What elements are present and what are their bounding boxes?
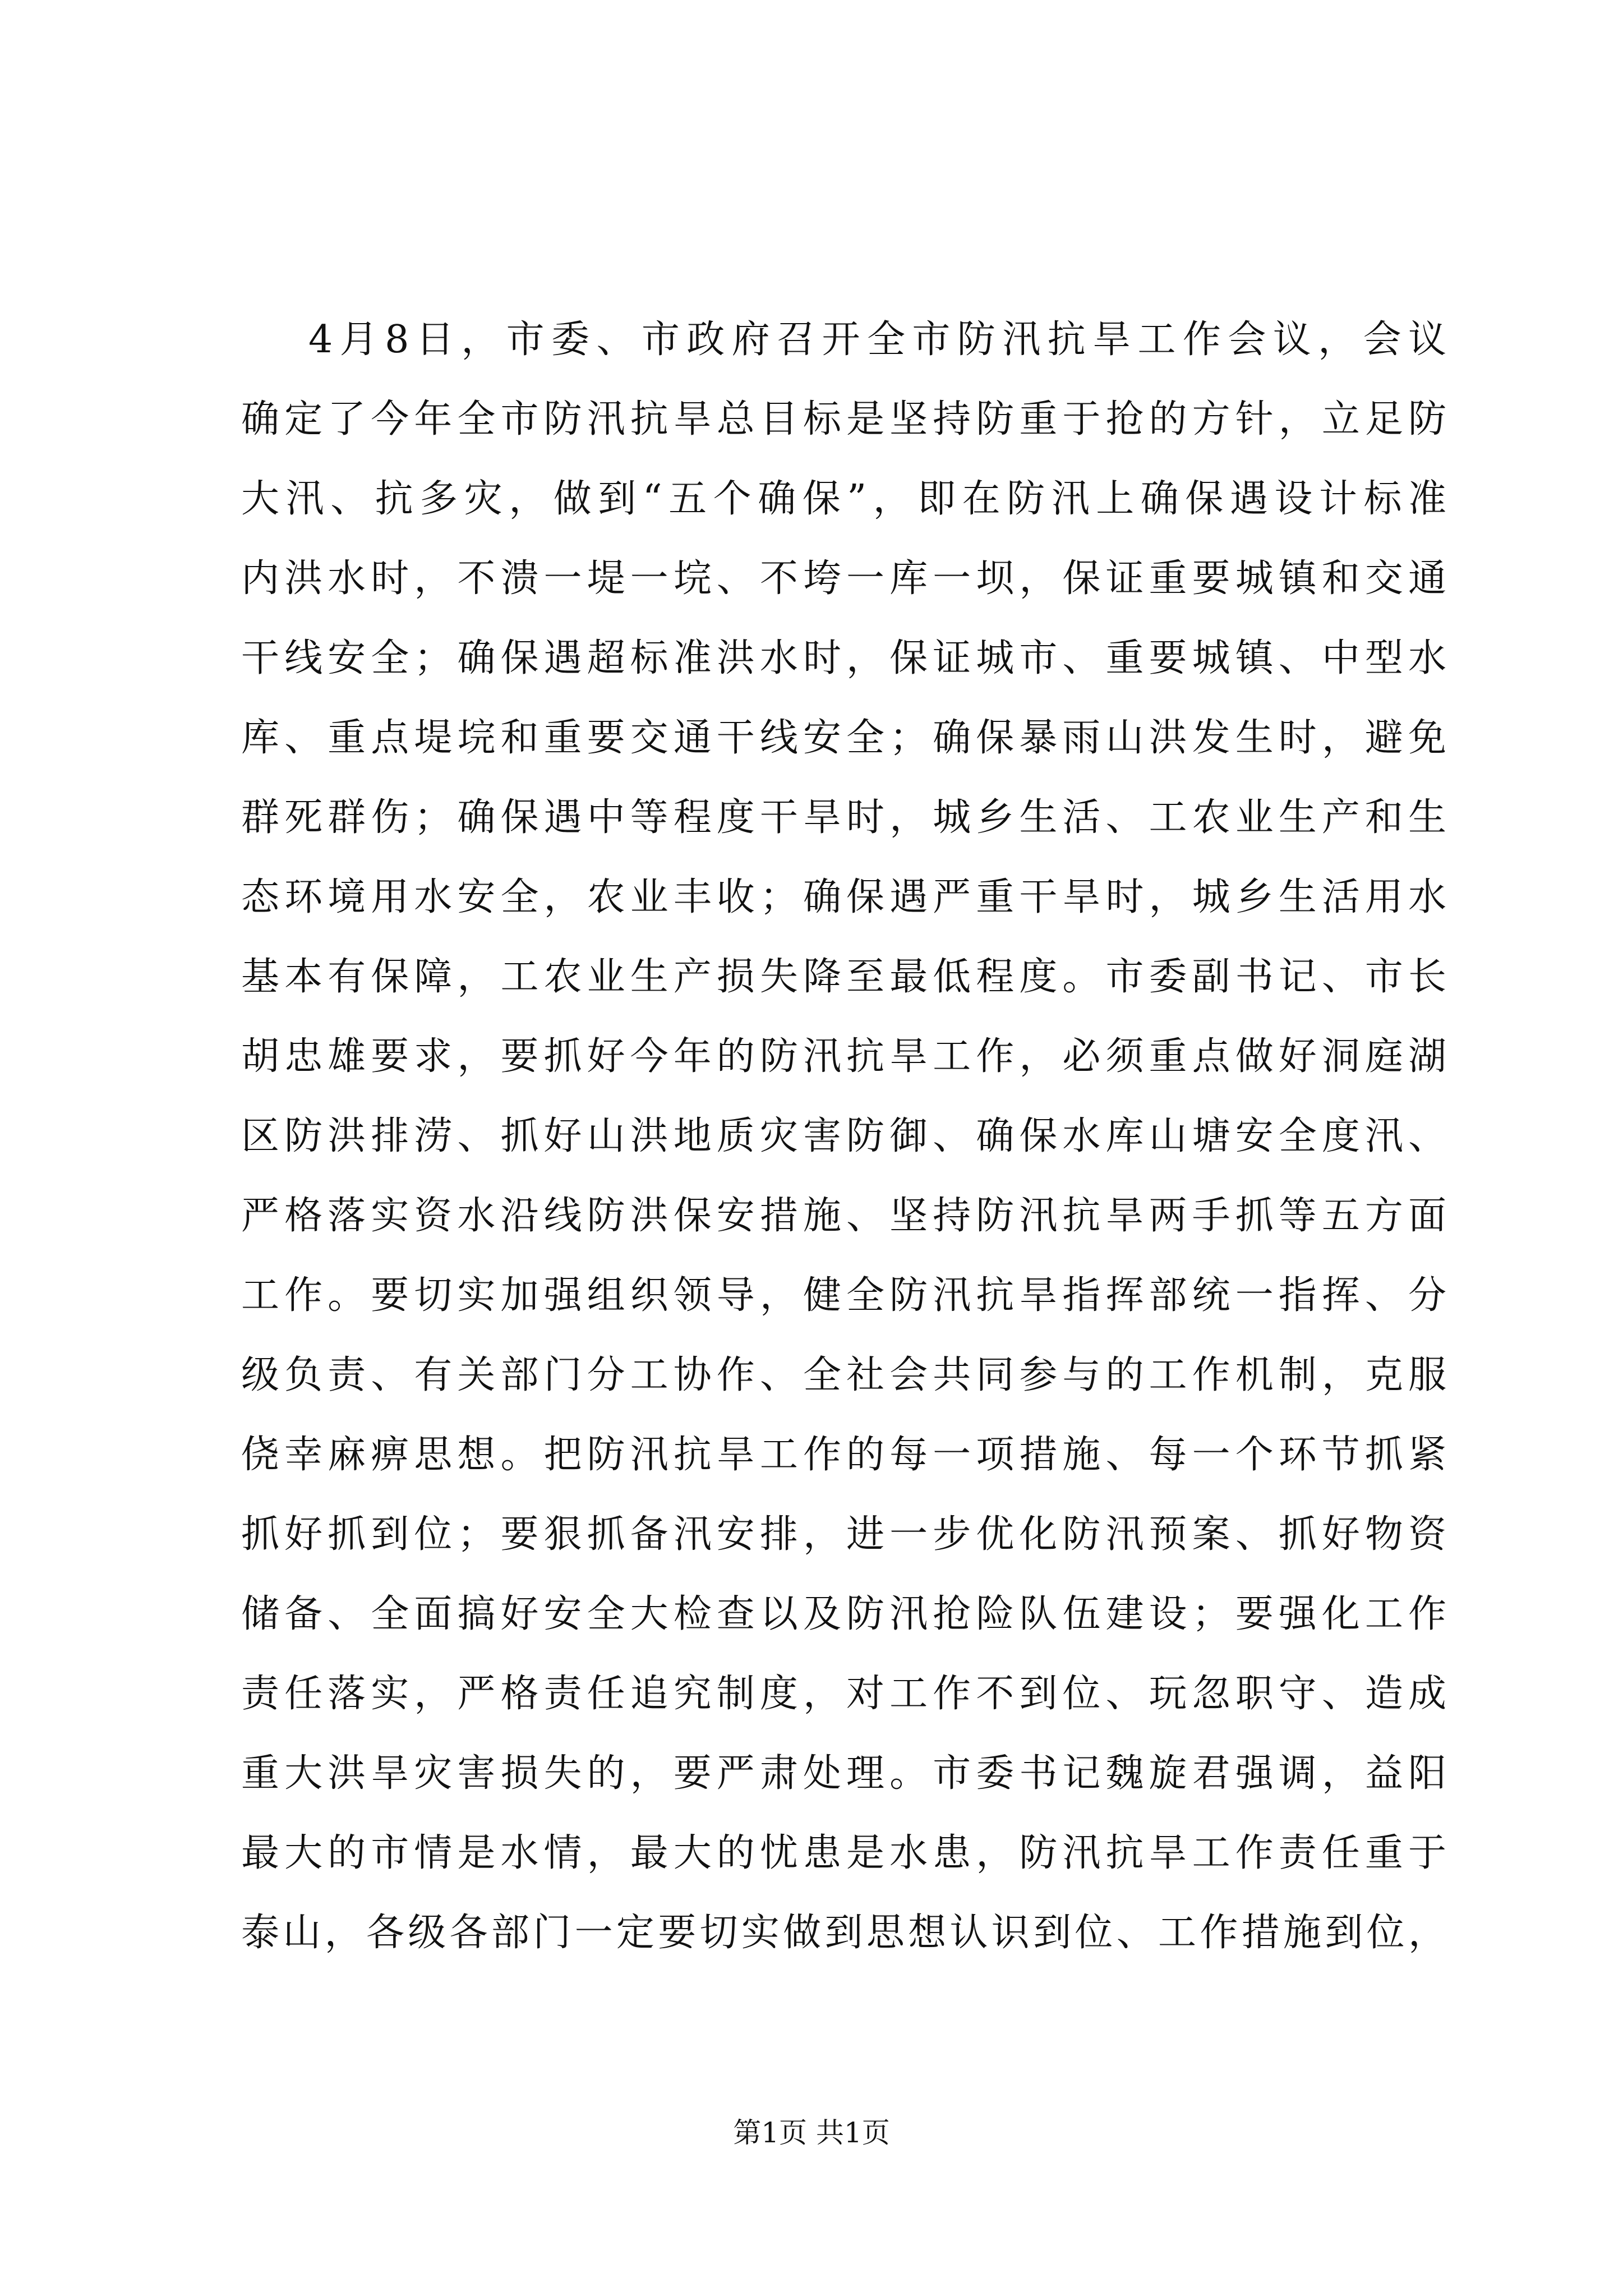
paragraph-line-19: 重大洪旱灾害损失的，要严肃处理。市委书记魏旋君强调，益阳	[241, 1751, 1447, 1796]
page-footer	[0, 2116, 1623, 2150]
paragraph-line-2: 确定了今年全市防汛抗旱总目标是坚持防重于抢的方针，立足防	[241, 397, 1447, 441]
paragraph-line-18: 责任落实，严格责任追究制度，对工作不到位、玩忽职守、造成	[241, 1672, 1447, 1716]
paragraph-line-15: 侥幸麻痹思想。把防汛抗旱工作的每一项措施、每一个环节抓紧	[241, 1433, 1447, 1477]
paragraph-line-8: 态环境用水安全，农业丰收；确保遇严重干旱时，城乡生活用水	[241, 875, 1447, 919]
page-number: 第1页 共1页	[733, 2116, 890, 2149]
paragraph-line-14: 级负责、有关部门分工协作、全社会共同参与的工作机制，克服	[241, 1353, 1447, 1397]
document-body	[241, 300, 1447, 1973]
paragraph-line-12: 严格落实资水沿线防洪保安措施、坚持防汛抗旱两手抓等五方面	[241, 1194, 1447, 1238]
paragraph-line-11: 区防洪排涝、抓好山洪地质灾害防御、确保水库山塘安全度汛、	[241, 1114, 1447, 1158]
paragraph-line-6: 库、重点堤垸和重要交通干线安全；确保暴雨山洪发生时，避免	[241, 716, 1447, 760]
paragraph-line-9: 基本有保障，工农业生产损失降至最低程度。市委副书记、市长	[241, 955, 1447, 999]
paragraph-line-10: 胡忠雄要求，要抓好今年的防汛抗旱工作，必须重点做好洞庭湖	[241, 1034, 1447, 1079]
paragraph-line-16: 抓好抓到位；要狠抓备汛安排，进一步优化防汛预案、抓好物资	[241, 1512, 1447, 1557]
paragraph-line-3: 大汛、抗多灾，做到“五个确保”，即在防汛上确保遇设计标准	[241, 477, 1447, 521]
paragraph-line-4: 内洪水时，不溃一堤一垸、不垮一库一坝，保证重要城镇和交通	[241, 556, 1447, 601]
paragraph-line-5: 干线安全；确保遇超标准洪水时，保证城市、重要城镇、中型水	[241, 636, 1447, 680]
paragraph-line-1: 4月8日，市委、市政府召开全市防汛抗旱工作会议，会议	[308, 318, 1447, 362]
paragraph-line-20: 最大的市情是水情，最大的忧患是水患，防汛抗旱工作责任重于	[241, 1831, 1447, 1875]
paragraph-line-13: 工作。要切实加强组织领导，健全防汛抗旱指挥部统一指挥、分	[241, 1273, 1447, 1318]
paragraph-line-17: 储备、全面搞好安全大检查以及防汛抢险队伍建设；要强化工作	[241, 1592, 1447, 1636]
paragraph-line-7: 群死群伤；确保遇中等程度干旱时，城乡生活、工农业生产和生	[241, 795, 1447, 840]
paragraph-line-21: 泰山，各级各部门一定要切实做到思想认识到位、工作措施到位，	[241, 1911, 1447, 1955]
